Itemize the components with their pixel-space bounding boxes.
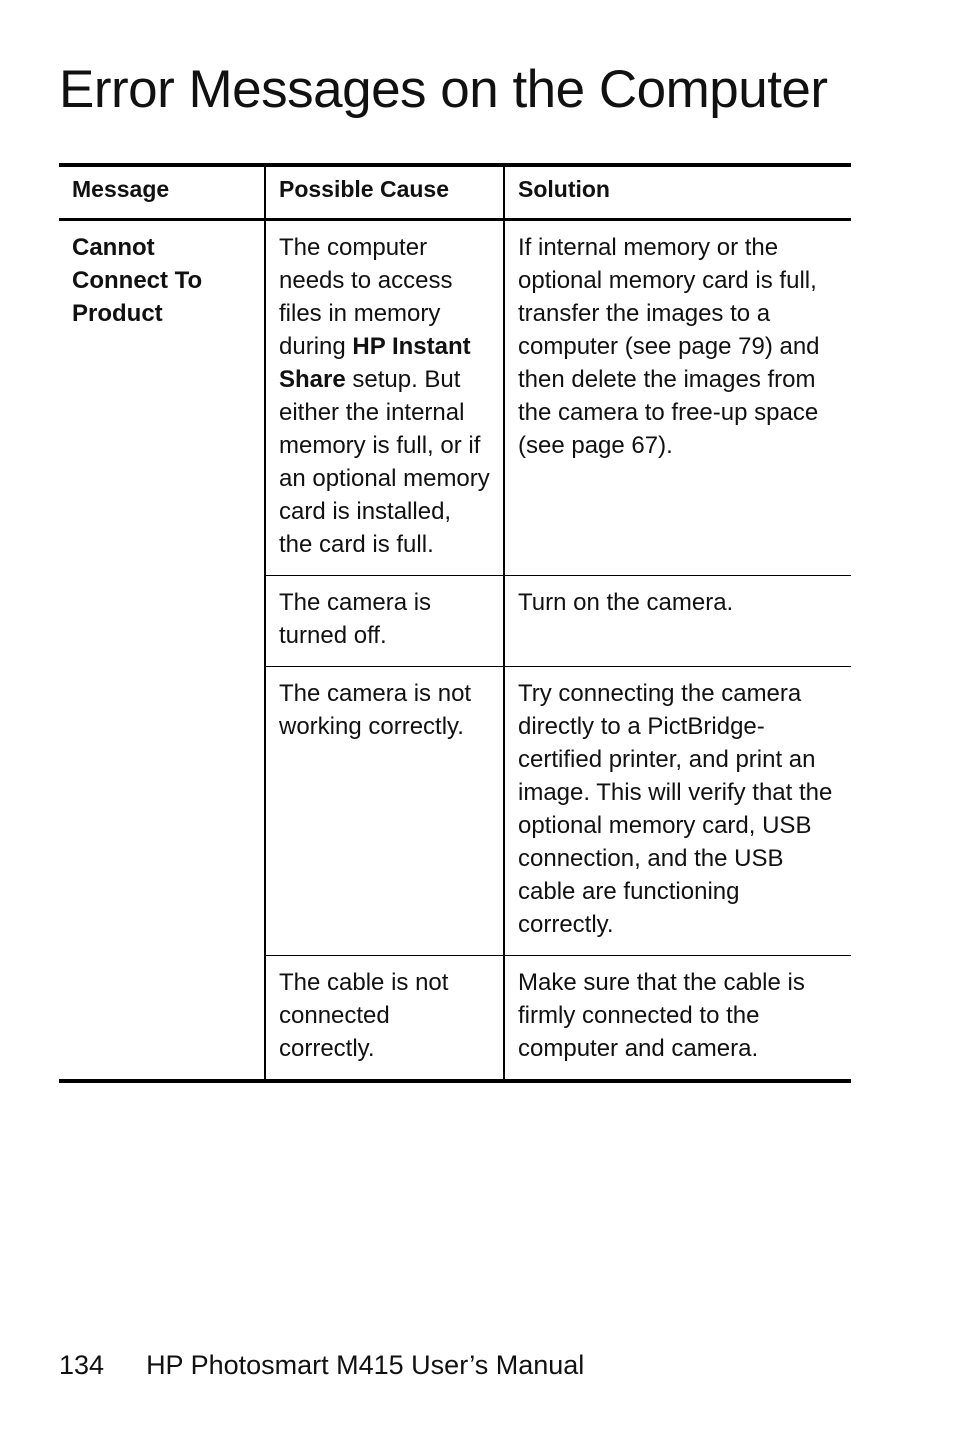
table-row bbox=[59, 220, 851, 576]
cause-cell bbox=[265, 220, 504, 576]
cause-text: setup. But either the internal memory is full, or if an optional memory card is installed, the card is full. bbox=[279, 366, 490, 558]
solution-cell: Turn on the camera. bbox=[504, 576, 851, 667]
cause-text: The computer needs to access files in memory during bbox=[279, 234, 453, 360]
table-header-row bbox=[59, 165, 851, 220]
feature-name: HP Instant Share bbox=[279, 333, 471, 393]
header-message: Message bbox=[59, 165, 265, 220]
error-messages-table bbox=[59, 163, 851, 1083]
page-title: Error Messages on the Computer bbox=[59, 60, 828, 119]
solution-cell: Make sure that the cable is firmly connected to the computer and camera. bbox=[504, 956, 851, 1082]
cause-cell: The cable is not connected correctly. bbox=[265, 956, 504, 1082]
header-possible-cause: Possible Cause bbox=[265, 165, 504, 220]
header-solution: Solution bbox=[504, 165, 851, 220]
page-number: 134 bbox=[59, 1350, 105, 1380]
solution-cell: Try connecting the camera directly to a PictBridge-certified printer, and print an image. This will verify that the optional memory card, USB connection, and the USB cable are functioning correctly. bbox=[504, 667, 851, 956]
message-cannot-connect: Cannot Connect To Product bbox=[72, 234, 203, 327]
cause-cell: The camera is not working correctly. bbox=[265, 667, 504, 956]
page-footer bbox=[59, 1350, 584, 1381]
cause-cell: The camera is turned off. bbox=[265, 576, 504, 667]
solution-cell: If internal memory or the optional memory card is full, transfer the images to a computer (see page 79) and then delete the images from the camera to free-up space (see page 67). bbox=[504, 220, 851, 576]
manual-title: HP Photosmart M415 User’s Manual bbox=[146, 1350, 585, 1380]
